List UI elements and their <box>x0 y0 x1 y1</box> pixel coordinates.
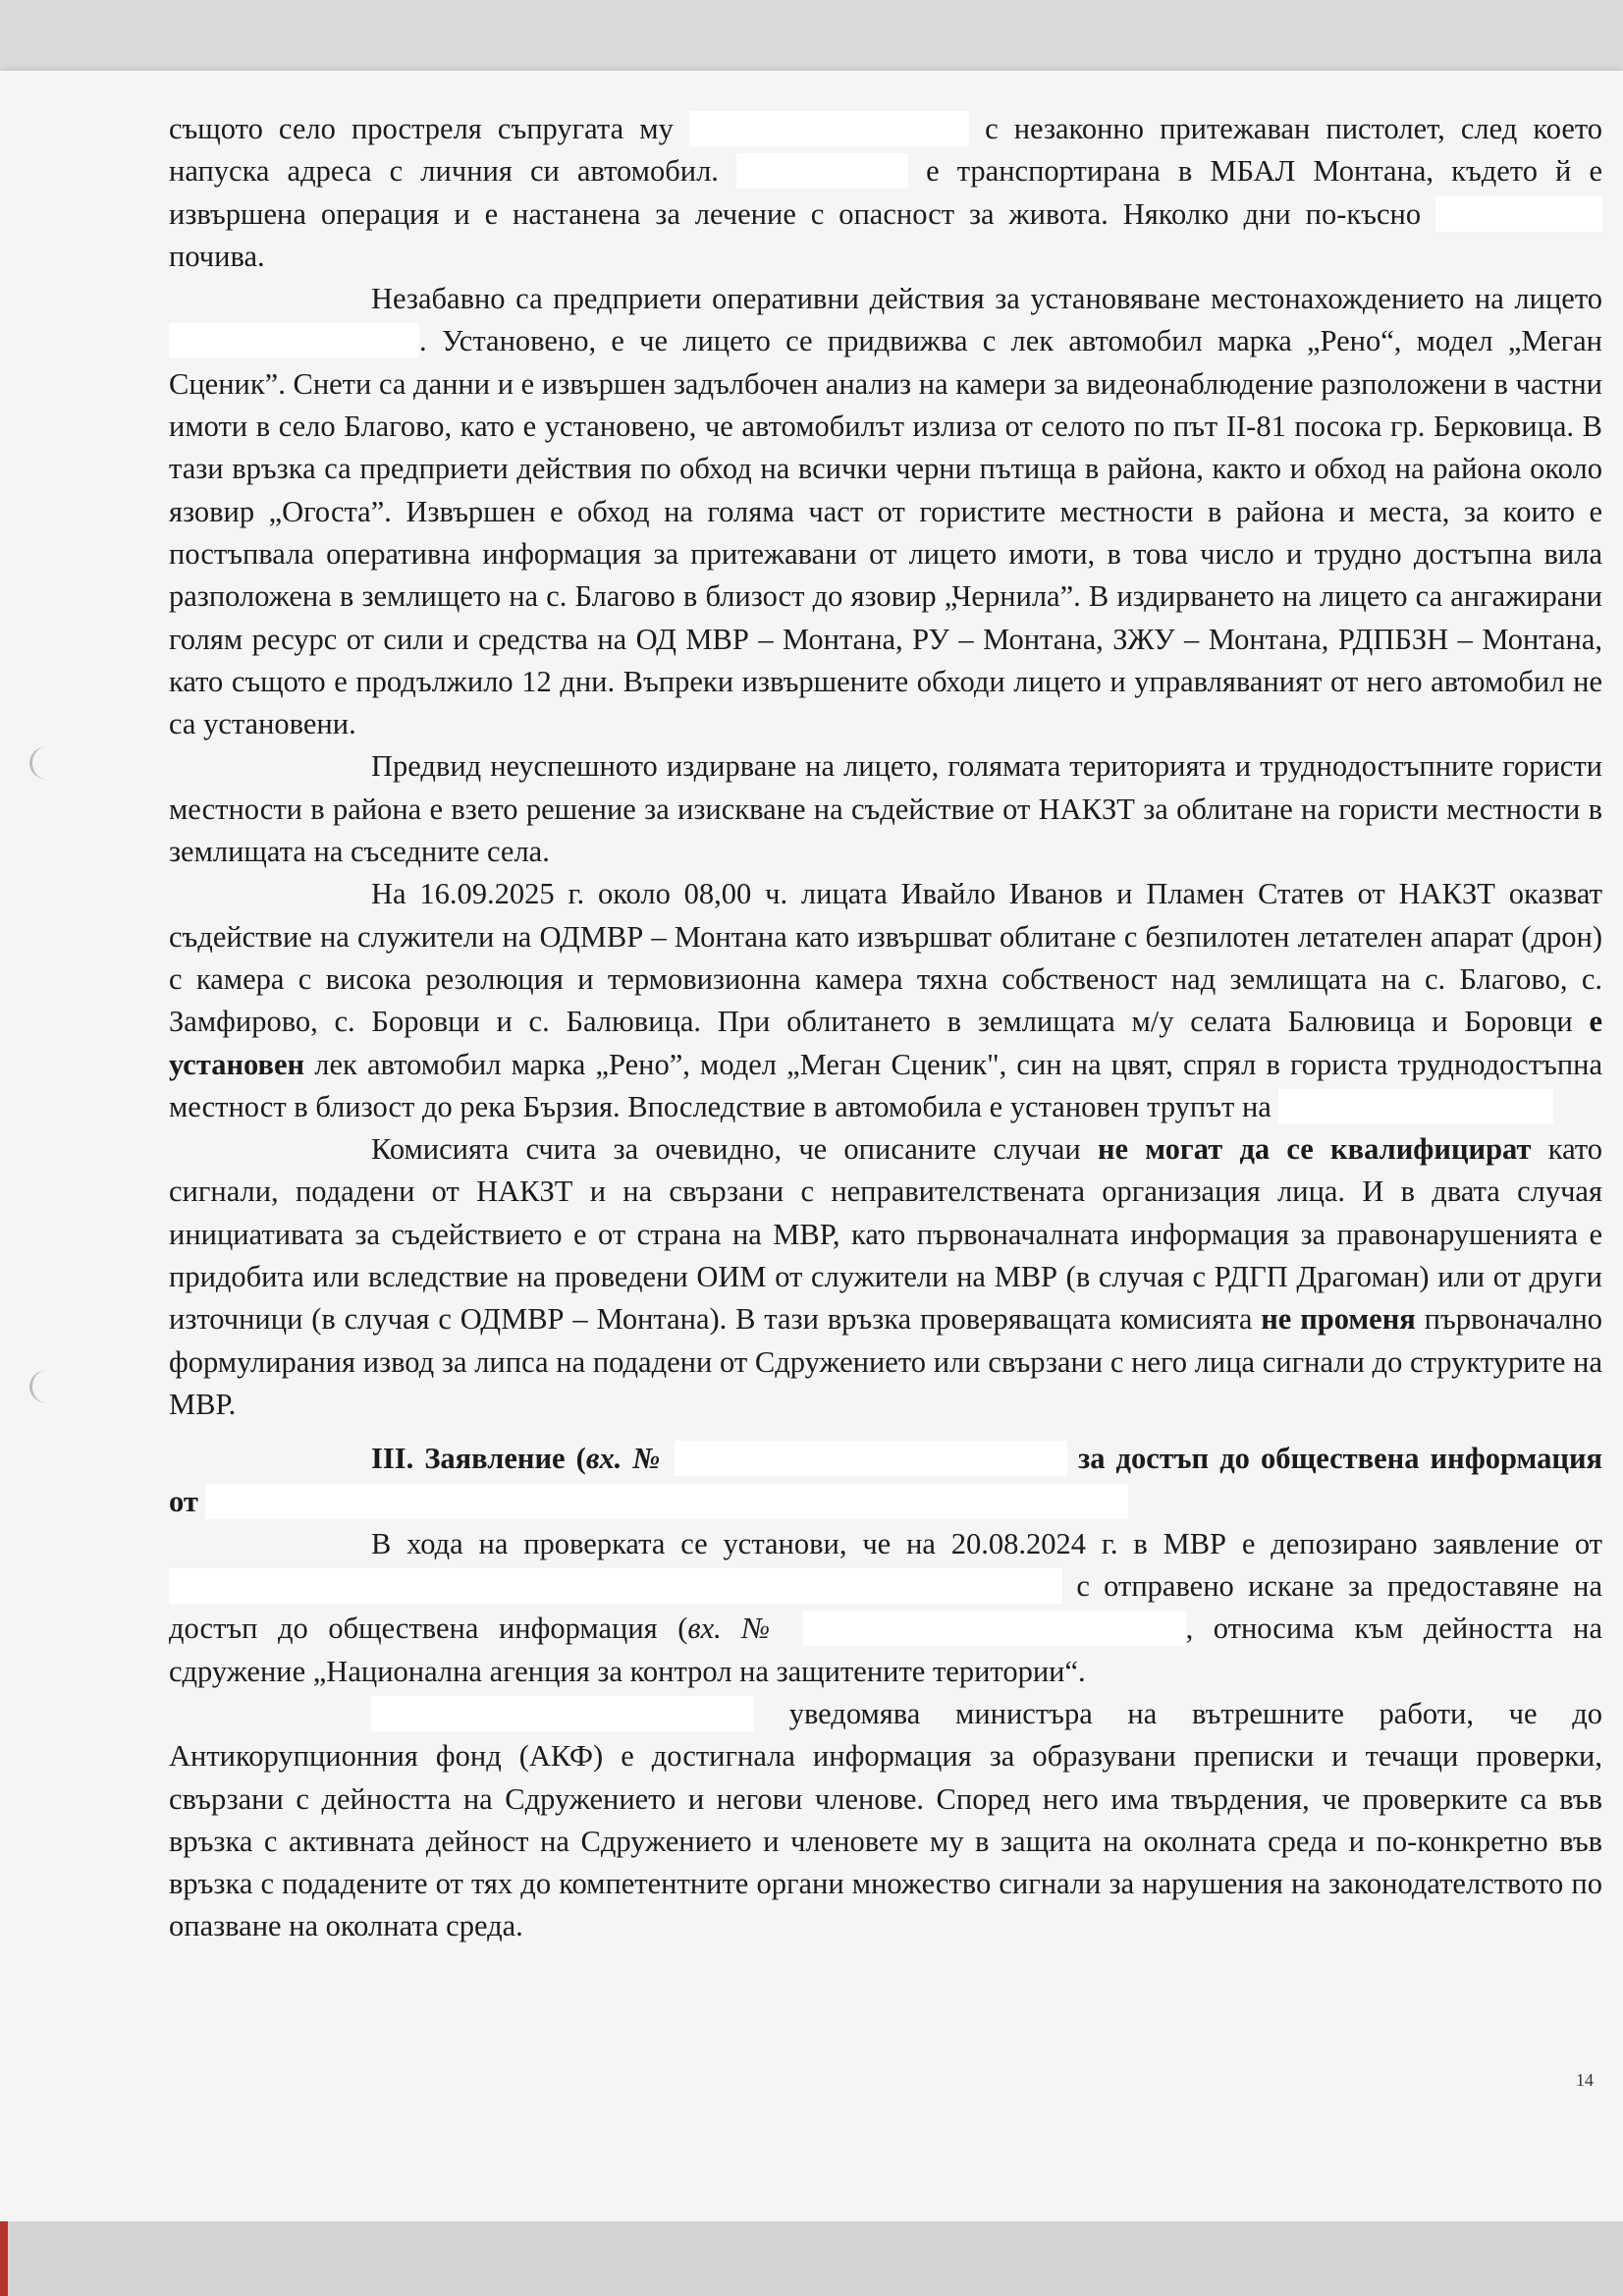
redaction <box>169 1568 1062 1604</box>
redaction <box>803 1611 1186 1646</box>
paragraph-7: уведомява министъра на вътрешните работи, че до Антикорупционния фонд (АКФ) е достигнала информация за образувани преписки и течащи проверки, свързани с дейността на Сдружението и негови членове. Според него има твърдения, че проверките са във връзка с активната дейност на Сдружението и членовете му в защита на околната среда и по-конкретно във връзка с подадените от тях до компетентните органи множество сигнали за нарушения на законодателството по опазване на околната среда. <box>169 1696 1602 1943</box>
redaction <box>1278 1089 1553 1124</box>
redaction <box>169 323 419 358</box>
paragraph-6: В хода на проверката се установи, че на 20.08.2024 г. в МВР е депозирано заявление от с отправено искане за предоставяне на достъп до обществена информация (вх. № , относима към дейността на сдружение „Национална агенция за контрол на защитените територии“. <box>169 1526 1603 1688</box>
punch-hole-mark <box>29 746 66 780</box>
punch-hole-mark <box>29 1370 66 1403</box>
paragraph-5: Комисията счита за очевидно, че описаните случаи не могат да се квалифицират като сигнали, подадени от НАКЗТ и на свързани с неправителствената организация лица. И в двата случая инициативата за съдействието е от страна на МВР, като първоначалната информация за правонарушенията е придобита или вследствие на проведени ОИМ от служители на МВР (в случая с РДГП Драгоман) или от други източници (в случая с ОДМВР – Монтана). В тази връзка проверяващата комисията не променя първоначално формулирания извод за липса на подадени от Сдружението или свързани с него лица сигнали до структурите на МВР. <box>169 1132 1603 1421</box>
folder-edge <box>0 2221 8 2296</box>
page-number: 14 <box>1576 2070 1594 2090</box>
redaction <box>736 153 908 189</box>
redaction <box>205 1484 1128 1519</box>
section-heading: III. Заявление (вх. № за достъп до обществена информация от <box>169 1442 1603 1518</box>
redaction <box>371 1696 754 1731</box>
document-body <box>169 108 1602 1948</box>
redaction <box>1435 196 1602 232</box>
redaction <box>689 111 969 146</box>
redaction <box>675 1441 1067 1476</box>
scan-background <box>0 2221 1623 2296</box>
paragraph-1: същото село простреля съпругата му с незаконно притежаван пистолет, след което напуска адреса с личния си автомобил. е транспортирана в МБАЛ Монтана, където й е извършена операция и е настанена за лечение с опасност за живота. Няколко дни по-късно почива. <box>169 112 1603 273</box>
paragraph-2: Незабавно са предприети оперативни действия за установяване местонахождението на лицето . Установено, е че лицето се придвижва с лек автомобил марка „Рено“, модел „Меган Сценик”. Снети са данни и е извършен задълбочен анализ на камери за видеонаблюдение разположени в частни имоти в село Благово, като е установено, че автомобилът излиза от селото по път II-81 посока гр. Берковица. В тази връзка са предприети действия по обход на всички черни пътища в района, както и обход на района около язовир „Огоста”. Извършен е обход на голяма част от гористите местности в района и места, за които е постъпвала оперативна информация за притежавани от лицето имоти, в това число и трудно достъпна вила разположена в землището на с. Благово в близост до язовир „Чернила”. В издирването на лицето са ангажирани голям ресурс от сили и средства на ОД МВР – Монтана, РУ – Монтана, ЗЖУ – Монтана, РДПБЗН – Монтана, като същото е продължило 12 дни. Въпреки извършените обходи лицето и управляваният от него автомобил не са установени. <box>169 282 1602 741</box>
paragraph-3: Предвид неуспешното издирване на лицето, голямата територията и труднодостъпните гористи местности в района е взето решение за изискване на съдействие от НАКЗТ за облитане на гористи местности в землищата на съседните села. <box>169 749 1602 869</box>
paragraph-4: На 16.09.2025 г. около 08,00 ч. лицата Ивайло Иванов и Пламен Статев от НАКЗТ оказват съдействие на служители на ОДМВР – Монтана като извършват облитане с безпилотен летателен апарат (дрон) с камера с висока резолюция и термовизионна камера тяхна собственост над землищата на с. Благово, с. Замфирово, с. Боровци и с. Балювица. При облитането в землищата м/у селата Балювица и Боровци е установен лек автомобил марка „Рено”, модел „Меган Сценик", син на цвят, спрял в гориста труднодостъпна местност в близост до река Бързия. Впоследствие в автомобила е установен трупът на <box>169 877 1602 1123</box>
